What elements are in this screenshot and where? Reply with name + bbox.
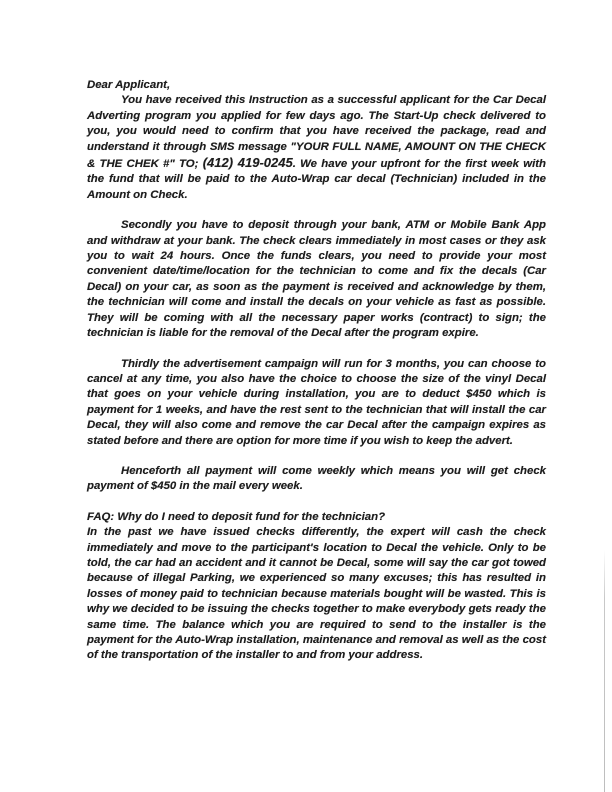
- paragraph-instructions: [87, 93, 546, 203]
- paragraph-payment: Henceforth all payment will come weekly which means you will get check payment of $450 in the mail every week.: [87, 464, 546, 493]
- letter-body: [87, 78, 546, 664]
- faq-question: FAQ: Why do I need to deposit fund for the technician?: [87, 510, 386, 523]
- greeting: Dear Applicant,: [87, 79, 171, 91]
- paragraph-campaign: Thirdly the advertisement campaign will run for 3 months, you can choose to cancel at any time, you also have the choice to choose the size of the vinyl Decal that goes on your vehicle during installation, you are to deduct $450 which is payment for 1 weeks, and have the rest sent to the technician that will install the car Decal, they will also come and remove the car Decal after the campaign expires as stated before and there are option for more time if you wish to keep the advert.: [87, 357, 546, 447]
- faq-answer: In the past we have issued checks differently, the expert will cash the check immediately and move to the participant's location to Decal the vehicle. Only to be told, the car had an accident and it cannot be Decal, some will say the car got towed because of illegal Parking, we experienced so many excuses; this has resulted in losses of money paid to technician because materials bought will be wasted. This is why we decided to be issuing the checks together to make everybody gets ready the same time. The balance which you are required to send to the installer is the payment for the Auto-Wrap installation, maintenance and removal as well as the cost of the transportation of the installer to and from your address.: [87, 526, 546, 662]
- paragraph-instructions-text: You have received this Instruction as a successful applicant for the Car Decal Adverting program you applied for few days ago. The Start-Up check delivered to you, you would need to confirm that you have received the package, read and understand it through SMS message "YOUR FULL NAME, AMOUNT ON THE CHECK & THE CHEK #" TO;: [87, 94, 546, 171]
- phone-number: (412) 419-0245: [202, 155, 293, 171]
- paragraph-deposit: Secondly you have to deposit through your bank, ATM or Mobile Bank App and withdraw at your bank. The check clears immediately in most cases or they ask you to wait 24 hours. Once the funds clears, you need to provide your most convenient date/time/location for the technician to come and fix the decals (Car Decal) on your car, as soon as the payment is received and acknowledge by them, the technician will come and install the decals on your vehicle as fast as possible. They will be coming with all the necessary paper works (contract) to sign; the technician is liable for the removal of the Decal after the program expire.: [87, 219, 546, 340]
- scan-artifact-line: [604, 550, 605, 792]
- paragraph-instructions-text-end: . We have your upfront for the first week with the fund that will be paid to the Auto-Wrap car decal (Technician) included in the Amount on Check.: [87, 158, 547, 201]
